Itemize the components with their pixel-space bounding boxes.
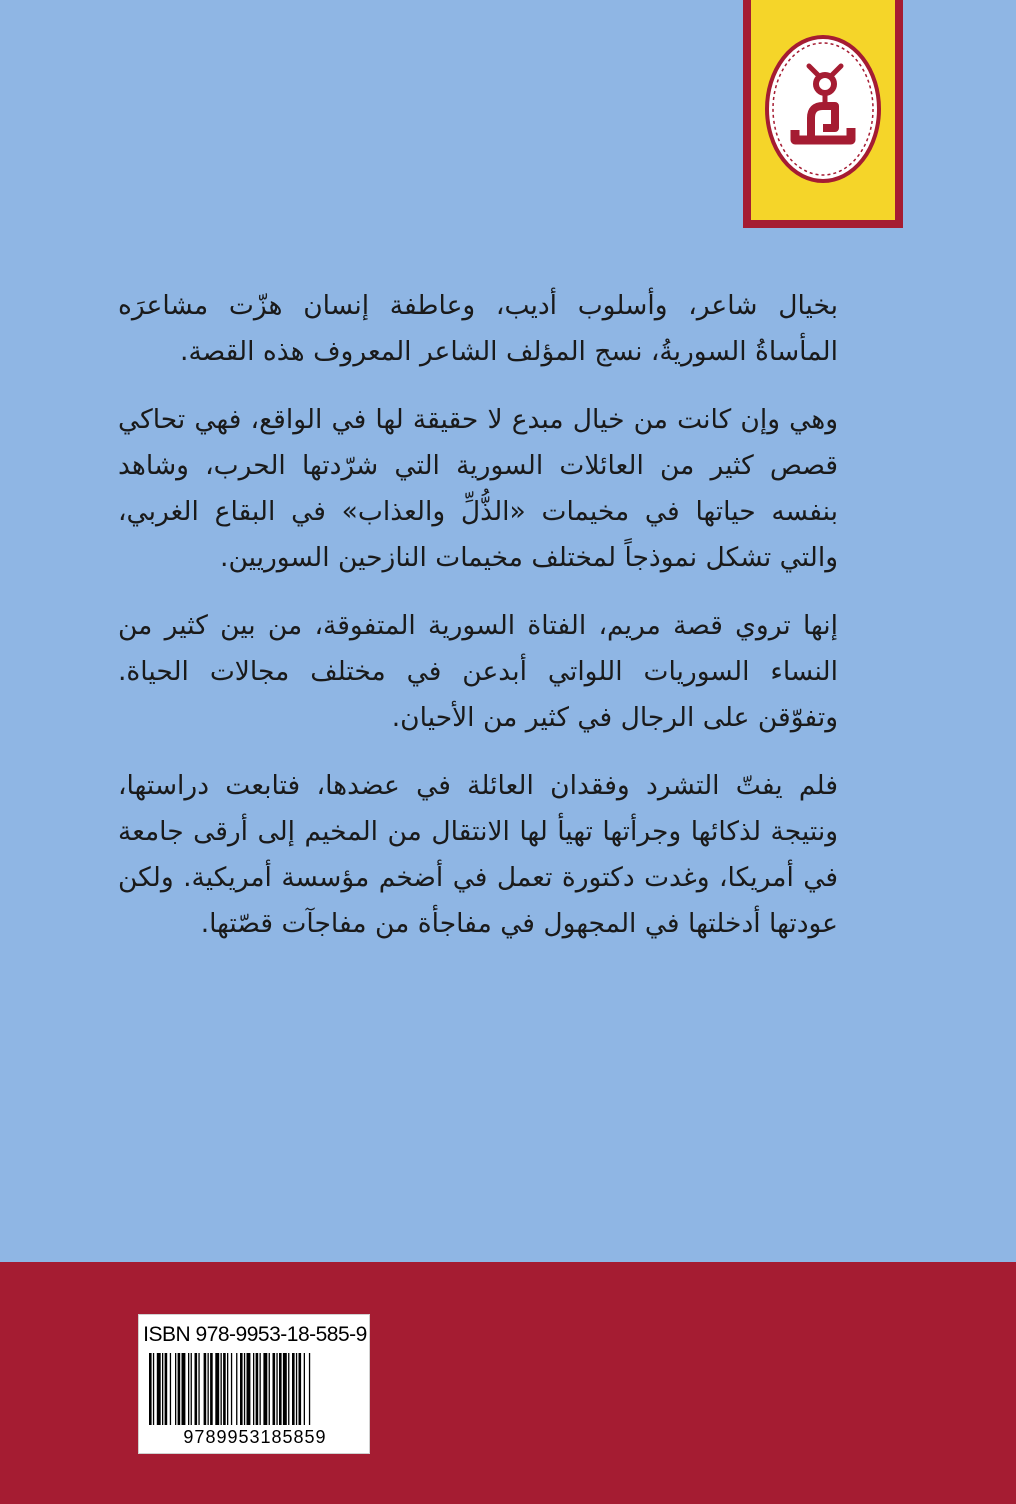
blurb-paragraph: فلم يفتّ التشرد وفقدان العائلة في عضدها، فتابعت دراستها، ونتيجة لذكائها وجرأتها تهيأ لها الانتقال من المخيم إلى أرقى جامعة في أمريكا، وغدت دكتورة تعمل في أضخم مؤسسة أمريكية. ولكن عودتها أدخلتها في المجهول في مفاجأة من مفاجآت قصّتها. [118,770,838,939]
blurb-paragraph: وهي وإن كانت من خيال مبدع لا حقيقة لها في الواقع، فهي تحاكي قصص كثير من العائلات السورية التي شرّدتها الحرب، وشاهد بنفسه حياتها في مخيمات «الذُّلِّ والعذاب» في البقاع الغربي، والتي تشكل نموذجاً لمختلف مخيمات النازحين السوريين. [118,404,838,573]
blurb-paragraph: بخيال شاعر، وأسلوب أديب، وعاطفة إنسان هزّت مشاعرَه المأساةُ السوريةُ، نسج المؤلف الشاعر المعروف هذه القصة. [118,290,838,367]
blurb-paragraph: إنها تروي قصة مريم، الفتاة السورية المتفوقة، من بين كثير من النساء السوريات اللواتي أبدعن في مختلف مجالات الحياة. وتفوّقن على الرجال في كثير من الأحيان. [118,610,838,733]
isbn-barcode [138,1314,370,1454]
back-cover-blurb [118,283,838,969]
isbn-label: ISBN 978-9953-18-585-9 [143,1323,367,1346]
publisher-logo-box [743,0,903,228]
publisher-emblem-icon [761,32,885,186]
barcode-bars [147,1353,363,1425]
ean-digits: 9789953185859 [183,1427,327,1447]
